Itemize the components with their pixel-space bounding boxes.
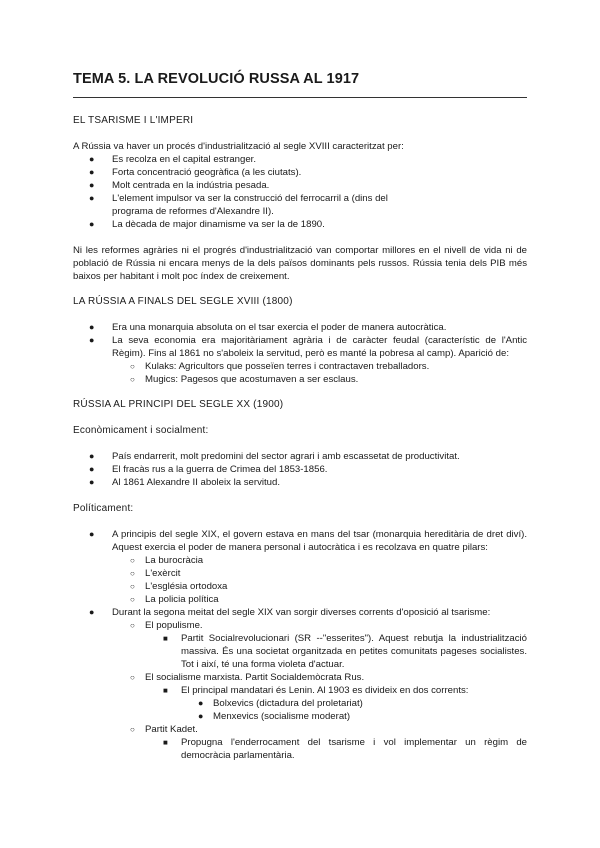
list-item: ● L'element impulsor va ser la construcció del ferrocarril a (dins del programa de reformes d'Alexandre II).	[89, 193, 388, 217]
document-page	[73, 70, 527, 762]
list-item: ● Era una monarquia absoluta on el tsar exercia el poder de manera autocràtica.	[89, 322, 447, 333]
industrialization-list	[73, 153, 527, 231]
sub-list-item: ○ La policia política	[130, 594, 219, 605]
bullet-icon: ●	[89, 464, 95, 474]
bullet-icon: ●	[89, 219, 95, 229]
bullet-icon: ●	[89, 180, 95, 190]
circle-bullet-icon: ○	[130, 673, 135, 682]
square-bullet-icon: ■	[163, 634, 168, 643]
bullet-icon: ●	[89, 529, 95, 539]
square-bullet-icon: ■	[163, 686, 168, 695]
sub-list-item: ○ L'església ortodoxa	[130, 581, 228, 592]
monarchy-list	[73, 321, 527, 386]
sub-list-item: ○ La burocràcia	[130, 555, 204, 566]
list-item: ● El fracàs rus a la guerra de Crimea del 1853-1856.	[89, 464, 328, 475]
sub-list-item: ○ El socialisme marxista. Partit Socialdemòcrata Rus.	[130, 672, 365, 683]
living-standards-paragraph: Ni les reformes agràries ni el progrés d'industrialització van comportar millores en el nivell de vida ni de població de Rússia ni encara menys de la dels països dominants pels russos. Rússia tenia dels PIB més baixos per habitant i molt poc índex de creixement.	[73, 245, 527, 282]
bullet-icon: ●	[89, 154, 95, 164]
sub-list-item: ○ L'exèrcit	[130, 568, 181, 579]
circle-bullet-icon: ○	[130, 725, 135, 734]
list-item: ● País endarrerit, molt predomini del sector agrari i amb escassetat de productivitat.	[89, 451, 460, 462]
circle-bullet-icon: ○	[130, 595, 135, 604]
list-item: ● La seva economia era majoritàriament agrària i de caràcter feudal (característic de l'Antic Règim). Fins al 1861 no s'aboleix la servitud, però es manté la pobresa al camp). Aparició de:	[89, 335, 527, 359]
bullet-icon: ●	[198, 698, 204, 708]
list-item: ● Molt centrada en la indústria pesada.	[89, 180, 270, 191]
deep-list-item: ● Menxevics (socialisme moderat)	[198, 711, 351, 722]
sub-sub-list-item: ■ Propugna l'enderrocament del tsarisme i vol implementar un règim de democràcia parlamentària.	[163, 737, 527, 761]
bullet-icon: ●	[89, 335, 95, 345]
list-item: ● Al 1861 Alexandre II aboleix la servitud.	[89, 477, 280, 488]
page-title: TEMA 5. LA REVOLUCIÓ RUSSA AL 1917	[73, 70, 527, 98]
section-heading-finals-segle-xviii: LA RÚSSIA A FINALS DEL SEGLE XVIII (1800)	[73, 296, 293, 307]
list-item: ● A principis del segle XIX, el govern estava en mans del tsar (monarquia hereditària de dret diví). Aquest exercia el poder de manera personal i autocràtica i es recolzava en quatre pilars:	[89, 529, 527, 553]
list-item: ● Durant la segona meitat del segle XIX van sorgir diverses corrents d'oposició al tsarisme:	[89, 607, 491, 618]
bullet-icon: ●	[89, 607, 95, 617]
sub-list-item: ○ Partit Kadet.	[130, 724, 198, 735]
sub-list-item: ○ Kulaks: Agricultors que posseïen terres i contractaven treballadors.	[130, 361, 430, 372]
subheading-politic: Políticament:	[73, 503, 134, 514]
bullet-icon: ●	[89, 193, 95, 203]
section-heading-principi-segle-xx: RÚSSIA AL PRINCIPI DEL SEGLE XX (1900)	[73, 399, 284, 410]
bullet-icon: ●	[198, 711, 204, 721]
sub-sub-list-item: ■ Partit Socialrevolucionari (SR --"esserites"). Aquest rebutja la industrialització massiva. És una societat organitzada en petites comunitats pageses socialistes. Tot i així, té una forma violeta d'actuar.	[163, 633, 527, 670]
bullet-icon: ●	[89, 167, 95, 177]
sub-sub-list-item: ■ El principal mandatari és Lenin. Al 1903 es divideix en dos corrents:	[163, 685, 469, 696]
sub-list-item: ○ Mugics: Pagesos que acostumaven a ser esclaus.	[130, 374, 359, 385]
deep-list-item: ● Bolxevics (dictadura del proletariat)	[198, 698, 363, 709]
list-item: ● La dècada de major dinamisme va ser la de 1890.	[89, 219, 325, 230]
circle-bullet-icon: ○	[130, 362, 135, 371]
list-item: ● Forta concentració geogràfica (a les ciutats).	[89, 167, 302, 178]
economic-list	[73, 450, 527, 489]
bullet-icon: ●	[89, 477, 95, 487]
subheading-economic: Econòmicament i socialment:	[73, 425, 209, 436]
square-bullet-icon: ■	[163, 738, 168, 747]
list-item: ● Es recolza en el capital estranger.	[89, 154, 256, 165]
bullet-icon: ●	[89, 451, 95, 461]
sub-list-item: ○ El populisme.	[130, 620, 203, 631]
circle-bullet-icon: ○	[130, 569, 135, 578]
political-list	[73, 528, 527, 762]
circle-bullet-icon: ○	[130, 582, 135, 591]
bullet-icon: ●	[89, 322, 95, 332]
section-heading-tsarisme: EL TSARISME I L'IMPERI	[73, 115, 194, 126]
intro-paragraph: A Rússia va haver un procés d'industrialització al segle XVIII caracteritzat per:	[73, 141, 404, 152]
circle-bullet-icon: ○	[130, 556, 135, 565]
circle-bullet-icon: ○	[130, 375, 135, 384]
circle-bullet-icon: ○	[130, 621, 135, 630]
